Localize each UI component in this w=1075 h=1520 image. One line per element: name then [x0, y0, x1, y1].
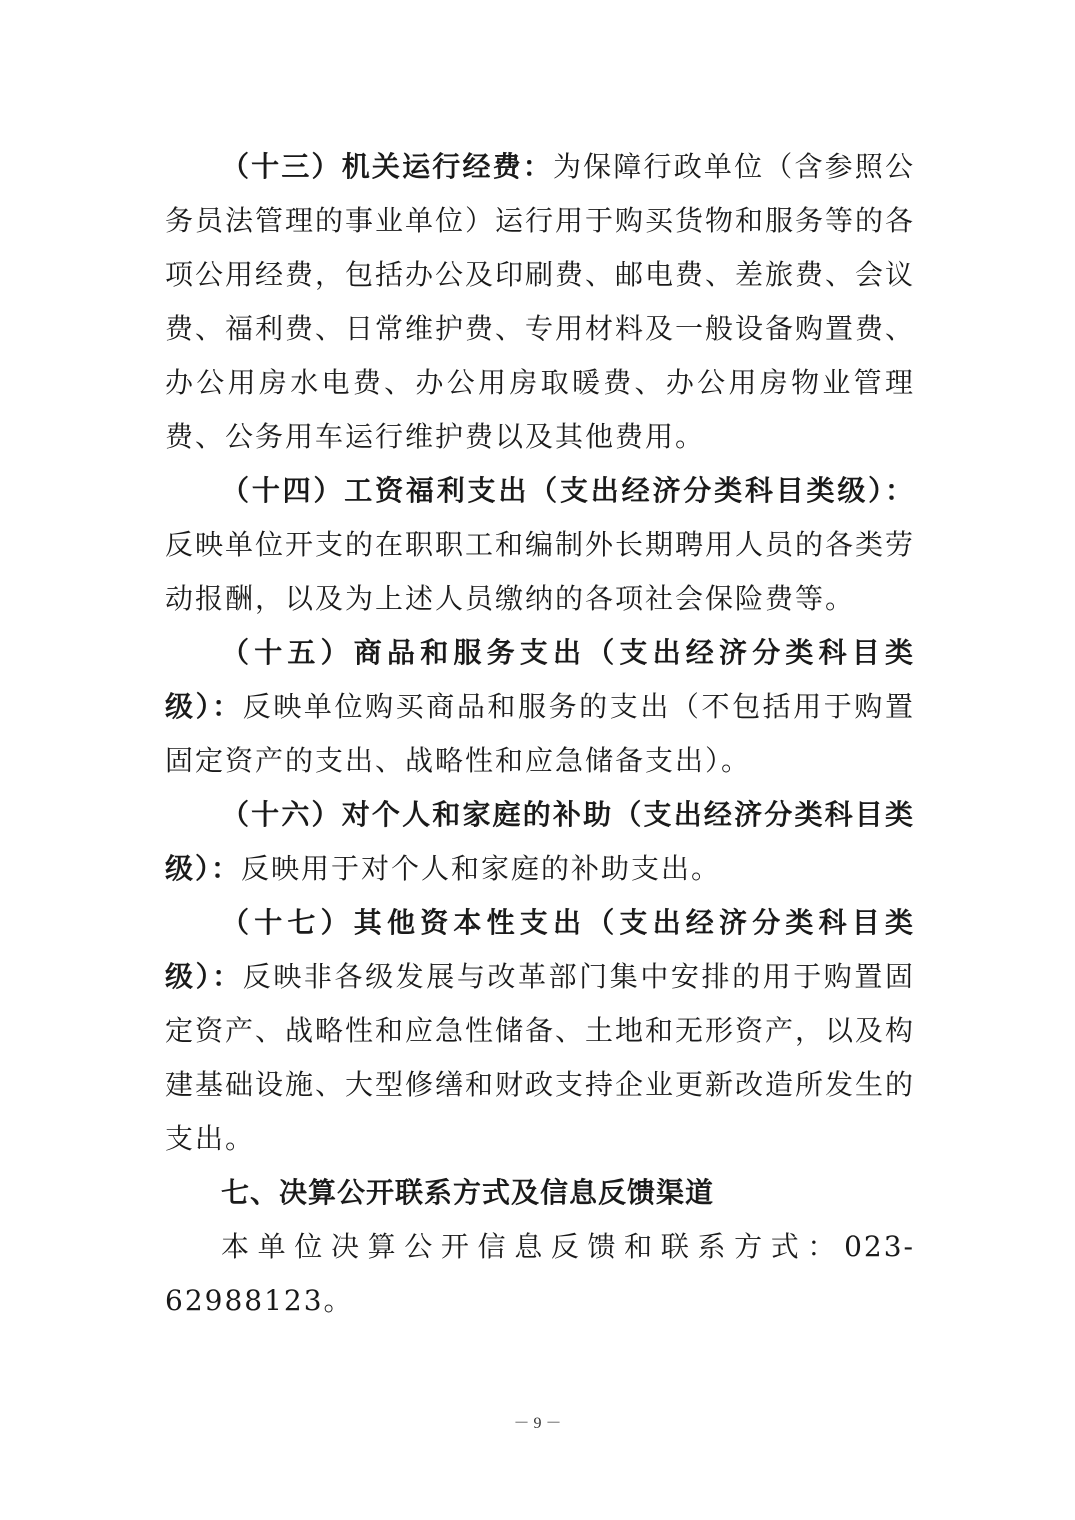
definition-item-16: [165, 788, 915, 896]
definition-item-13: [165, 140, 915, 464]
definition-term: （十七）其他资本性支出（支出经济分类科目类级）：: [165, 906, 915, 993]
definition-term: （十四）工资福利支出（支出经济分类科目类级）：: [221, 474, 915, 507]
definition-text: 反映单位开支的在职职工和编制外长期聘用人员的各类劳动报酬，以及为上述人员缴纳的各项社会保险费等。: [165, 528, 916, 615]
definition-text: 反映非各级发展与改革部门集中安排的用于购置固定资产、战略性和应急性储备、土地和无形资产，以及构建基础设施、大型修缮和财政支持企业更新改造所发生的支出。: [165, 960, 916, 1155]
definition-item-15: [165, 626, 915, 788]
definition-term: （十三）机关运行经费：: [221, 150, 553, 183]
definition-text: 反映用于对个人和家庭的补助支出。: [241, 852, 722, 885]
definition-term: （十五）商品和服务支出（支出经济分类科目类级）：: [165, 636, 915, 723]
definition-item-17: [165, 896, 915, 1166]
definition-term: （十六）对个人和家庭的补助（支出经济分类科目类级）：: [165, 798, 915, 885]
contact-paragraph: 本单位决算公开信息反馈和联系方式：023-62988123。: [165, 1230, 915, 1317]
section-heading: 七、决算公开联系方式及信息反馈渠道: [221, 1176, 715, 1209]
page-content: [165, 140, 915, 1328]
definition-text: 为保障行政单位（含参照公务员法管理的事业单位）运行用于购买货物和服务等的各项公用经费，包括办公及印刷费、邮电费、差旅费、会议费、福利费、日常维护费、专用材料及一般设备购置费、办公用房水电费、办公用房取暖费、办公用房物业管理费、公务用车运行维护费以及其他费用。: [165, 150, 916, 453]
definition-text: 反映单位购买商品和服务的支出（不包括用于购置固定资产的支出、战略性和应急储备支出）。: [165, 690, 915, 777]
definition-item-14: [165, 464, 915, 626]
page-number: － 9 －: [513, 1415, 562, 1432]
